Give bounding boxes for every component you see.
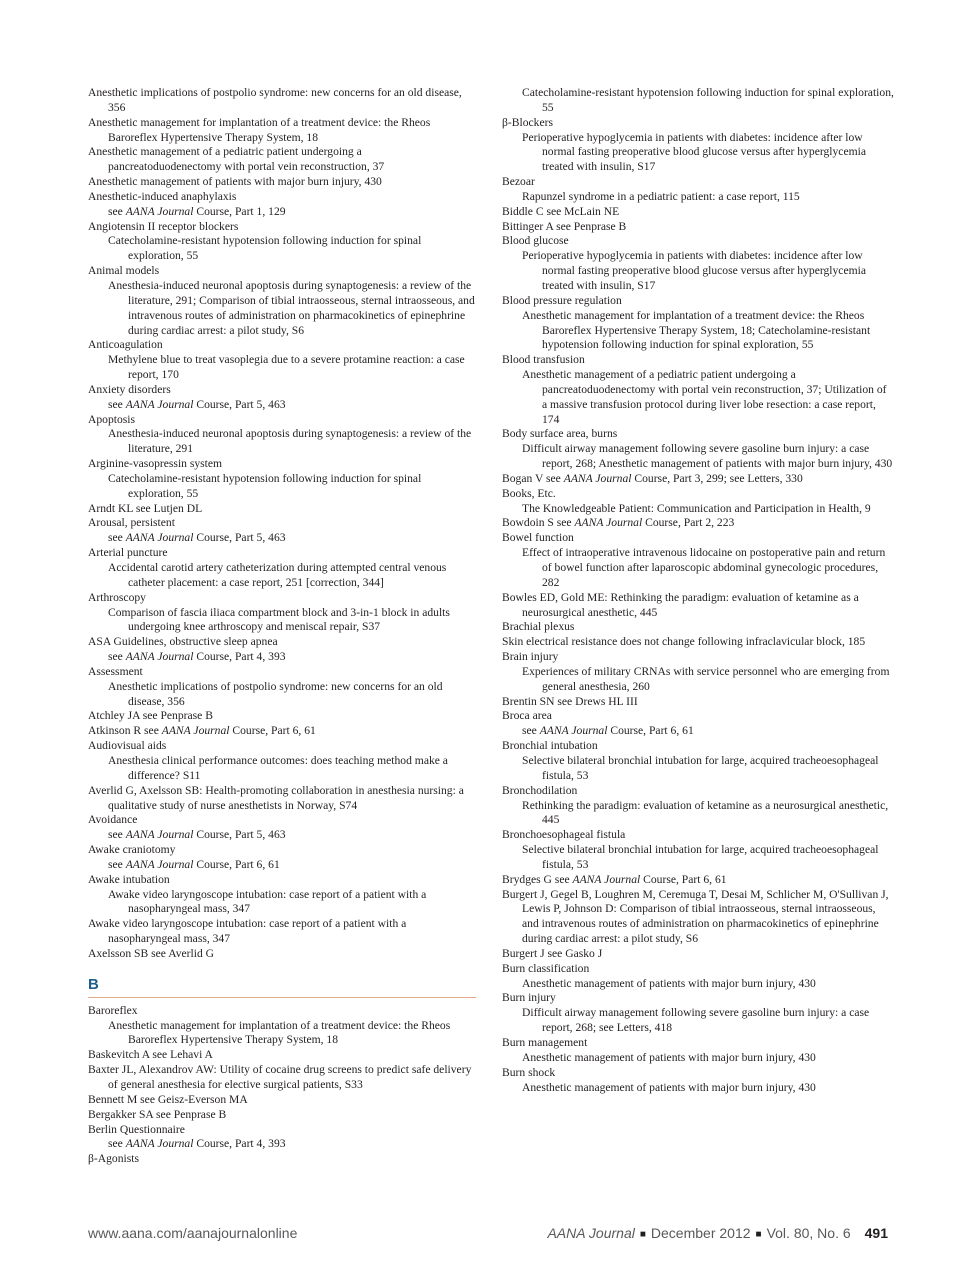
index-entry xyxy=(502,888,894,947)
index-subentry: see AANA Journal Course, Part 4, 393 xyxy=(108,1137,286,1151)
index-subentry: Selective bilateral bronchial intubation for large, acquired tracheoesophageal fistula, 53 xyxy=(522,843,879,871)
index-heading: Apoptosis xyxy=(88,412,136,426)
index-entry xyxy=(88,383,476,413)
index-heading: Blood transfusion xyxy=(502,353,585,367)
index-entry xyxy=(88,116,476,146)
index-entry xyxy=(502,635,894,650)
index-entry xyxy=(88,175,476,190)
index-heading: Anesthetic implications of postpolio syndrome: new concerns for an old disease, 356 xyxy=(88,86,462,114)
index-column-left xyxy=(88,86,476,1167)
index-entry xyxy=(88,635,476,665)
index-entry xyxy=(88,665,476,710)
index-entry xyxy=(88,413,476,458)
index-heading: Animal models xyxy=(88,264,160,278)
index-entry xyxy=(502,487,894,517)
index-heading: Atkinson R see AANA Journal Course, Part 6, 61 xyxy=(88,724,316,738)
index-heading: Bezoar xyxy=(502,175,535,189)
index-subentry: see AANA Journal Course, Part 4, 393 xyxy=(108,650,286,664)
index-heading: Bogan V see AANA Journal Course, Part 3, 299; see Letters, 330 xyxy=(502,471,803,485)
index-heading: Awake intubation xyxy=(88,872,170,886)
index-entry xyxy=(88,338,476,383)
index-subentry: see AANA Journal Course, Part 5, 463 xyxy=(108,828,286,842)
index-heading: Bergakker SA see Penprase B xyxy=(88,1107,227,1121)
footer-journal: AANA Journal xyxy=(547,1225,635,1241)
index-heading: Bennett M see Geisz-Everson MA xyxy=(88,1092,248,1106)
index-heading: Bronchoesophageal fistula xyxy=(502,828,626,842)
index-entry xyxy=(502,784,894,829)
index-entry xyxy=(88,724,476,739)
index-entry xyxy=(88,145,476,175)
index-entry xyxy=(502,947,894,962)
index-entry xyxy=(502,116,894,175)
separator-square-icon: ■ xyxy=(639,1229,646,1240)
index-entry xyxy=(502,695,894,710)
index-entry xyxy=(502,175,894,205)
index-heading: Arthroscopy xyxy=(88,590,146,604)
index-heading: Bowel function xyxy=(502,531,574,545)
index-entry xyxy=(88,591,476,636)
index-entry xyxy=(88,917,476,947)
index-subentry: The Knowledgeable Patient: Communication and Participation in Health, 9 xyxy=(522,501,871,515)
index-entry xyxy=(88,86,476,116)
index-subentry: Accidental carotid artery catheterization during attempted central venous catheter placement: a case report, 251 [correction, 344] xyxy=(108,561,447,589)
index-heading: Anxiety disorders xyxy=(88,382,171,396)
index-entry xyxy=(88,264,476,338)
index-heading: Burn classification xyxy=(502,961,590,975)
index-heading: Avoidance xyxy=(88,813,138,827)
index-heading: Anticoagulation xyxy=(88,338,163,352)
index-heading: Burn management xyxy=(502,1036,588,1049)
index-heading: Axelsson SB see Averlid G xyxy=(88,946,215,960)
index-heading: Body surface area, burns xyxy=(502,427,618,441)
index-heading: Arginine-vasopressin system xyxy=(88,457,223,471)
index-entry xyxy=(502,828,894,873)
index-entry xyxy=(502,353,894,427)
index-subentry: Anesthetic management for implantation of a treatment device: the Rheos Baroreflex Hypertensive Therapy System, 18; Catecholamine-resistant hypotension following induction for spinal exploration, 55 xyxy=(522,308,871,352)
index-entry xyxy=(88,190,476,220)
index-entry xyxy=(88,873,476,918)
index-subentry: Anesthetic management of patients with major burn injury, 430 xyxy=(522,976,816,990)
index-heading: Arndt KL see Lutjen DL xyxy=(88,501,203,515)
index-entry xyxy=(502,234,894,293)
index-subentry: see AANA Journal Course, Part 5, 463 xyxy=(108,531,286,545)
index-heading: Blood glucose xyxy=(502,234,569,248)
index-entry xyxy=(88,709,476,724)
index-subentry: Difficult airway management following severe gasoline burn injury: a case report, 268; see Letters, 418 xyxy=(522,1006,870,1035)
index-subentry: Anesthetic management for implantation of a treatment device: the Rheos Baroreflex Hypertensive Therapy System, 18 xyxy=(108,1018,451,1047)
index-entry xyxy=(502,516,894,531)
section-letter-heading: B xyxy=(88,976,476,998)
index-entry xyxy=(88,784,476,814)
index-entry xyxy=(502,531,894,590)
index-heading: Brain injury xyxy=(502,650,559,664)
index-subentry: Comparison of fascia iliaca compartment block and 3-in-1 block in adults undergoing knee arthroscopy and meniscal repair, S37 xyxy=(108,605,450,634)
index-heading: Arterial puncture xyxy=(88,546,168,560)
index-heading: Anesthetic management for implantation of a treatment device: the Rheos Baroreflex Hypertensive Therapy System, 18 xyxy=(88,115,431,144)
page-footer xyxy=(88,1224,888,1242)
index-entry xyxy=(502,294,894,353)
index-entry xyxy=(502,739,894,784)
index-heading: Bittinger A see Penprase B xyxy=(502,219,627,233)
index-entry xyxy=(88,1004,476,1049)
index-subentry: Anesthesia-induced neuronal apoptosis during synaptogenesis: a review of the literature, 291; Comparison of tibial intraosseous, sternal intraosseous, and intravenous routes of administration on pharmacokinetics of epinephrine during cardiac arrest: a pilot study, S6 xyxy=(108,278,475,337)
index-subentry: Anesthetic management of patients with major burn injury, 430 xyxy=(522,1050,816,1064)
index-entry xyxy=(88,813,476,843)
index-heading: Awake craniotomy xyxy=(88,843,176,857)
index-heading: Anesthetic-induced anaphylaxis xyxy=(88,189,237,203)
index-heading: Brydges G see AANA Journal Course, Part 6, 61 xyxy=(502,872,727,886)
index-entry xyxy=(502,620,894,635)
index-heading: Anesthetic management of patients with major burn injury, 430 xyxy=(88,175,382,189)
footer-date: December 2012 xyxy=(650,1225,751,1241)
index-entry xyxy=(502,591,894,621)
page-number: 491 xyxy=(864,1225,888,1241)
index-entry xyxy=(88,843,476,873)
index-subentry: Difficult airway management following severe gasoline burn injury: a case report, 268; Anesthetic management of patients with major burn injury, 430 xyxy=(522,442,893,471)
index-subentry: Catecholamine-resistant hypotension following induction for spinal exploration, 55 xyxy=(108,234,422,263)
index-heading: Assessment xyxy=(88,664,143,678)
index-entry xyxy=(88,1048,476,1063)
index-heading: Berlin Questionnaire xyxy=(88,1122,185,1136)
index-entry xyxy=(502,991,894,1036)
index-subentry: see AANA Journal Course, Part 6, 61 xyxy=(522,724,694,738)
index-heading: Burgert J, Gegel B, Loughren M, Ceremuga T, Desai M, Schlicher M, O'Sullivan J, Lewis P, Johnson D: Comparison of tibial intraosseous, sternal intraosseous, and intravenous routes of administration on pharmacokinetics of epinephrine during cardiac arrest: a pilot study, S6 xyxy=(502,887,889,946)
index-subentry: Effect of intraoperative intravenous lidocaine on postoperative pain and return of bowel function after laparoscopic abdominal gynecologic procedures, 282 xyxy=(522,546,886,589)
index-heading: Arousal, persistent xyxy=(88,516,175,530)
index-entry xyxy=(88,1123,476,1153)
index-heading: Baskevitch A see Lehavi A xyxy=(88,1048,213,1062)
index-heading: Blood pressure regulation xyxy=(502,293,622,307)
index-entry xyxy=(502,220,894,235)
index-entry xyxy=(88,502,476,517)
index-heading: Audiovisual aids xyxy=(88,739,167,753)
index-entry xyxy=(88,1063,476,1093)
index-heading: Baroreflex xyxy=(88,1003,138,1017)
index-heading: Angiotensin II receptor blockers xyxy=(88,219,239,233)
index-heading: Bowles ED, Gold ME: Rethinking the paradigm: evaluation of ketamine as a neurosurgical anesthetic, 445 xyxy=(502,590,859,619)
index-entry xyxy=(88,516,476,546)
index-subentry: Anesthetic management of patients with major burn injury, 430 xyxy=(522,1080,816,1094)
index-entry xyxy=(502,1036,894,1066)
index-subentry: Anesthesia clinical performance outcomes: does teaching method make a difference? S11 xyxy=(108,753,448,782)
index-column-right xyxy=(502,86,894,1095)
index-subentry: Anesthesia-induced neuronal apoptosis during synaptogenesis: a review of the literature, 291 xyxy=(108,427,472,456)
index-entry xyxy=(88,1108,476,1123)
index-entry xyxy=(502,962,894,992)
index-subentry: Anesthetic management of a pediatric patient undergoing a pancreatoduodenectomy with portal vein reconstruction, 37; Utilization of a massive transfusion protocol during liver lobe resection: a case report, 174 xyxy=(522,368,887,426)
footer-url[interactable]: www.aana.com/aanajournalonline xyxy=(88,1225,298,1241)
index-subentry: Experiences of military CRNAs with service personnel who are emerging from general anesthesia, 260 xyxy=(522,664,890,693)
index-subentry: Anesthetic implications of postpolio syndrome: new concerns for an old disease, 356 xyxy=(108,679,443,708)
index-heading: Baxter JL, Alexandrov AW: Utility of cocaine drug screens to predict safe delivery of general anesthesia for elective surgical patients, S33 xyxy=(88,1063,472,1091)
index-heading: Books, Etc. xyxy=(502,486,556,500)
index-heading: Bronchodilation xyxy=(502,783,578,797)
index-heading: Brentin SN see Drews HL III xyxy=(502,694,638,708)
index-heading: Biddle C see McLain NE xyxy=(502,204,620,218)
index-subentry: Awake video laryngoscope intubation: case report of a patient with a nasopharyngeal mass, 347 xyxy=(108,887,427,916)
footer-volume: Vol. 80, No. 6 xyxy=(766,1225,851,1241)
index-heading: Burn injury xyxy=(502,991,556,1005)
index-heading: Broca area xyxy=(502,709,552,723)
index-subentry: Catecholamine-resistant hypotension following induction for spinal exploration, 55 xyxy=(522,86,894,114)
index-heading: Averlid G, Axelsson SB: Health-promoting collaboration in anesthesia nursing: a qualitative study of nurse anesthetists in Norway, S74 xyxy=(88,783,464,812)
separator-square-icon: ■ xyxy=(755,1229,762,1240)
index-entry xyxy=(88,739,476,784)
index-subentry: Rethinking the paradigm: evaluation of ketamine as a neurosurgical anesthetic, 445 xyxy=(522,798,889,827)
index-entry xyxy=(88,947,476,962)
index-entry xyxy=(502,472,894,487)
index-subentry: Selective bilateral bronchial intubation for large, acquired tracheoesophageal fistula, 53 xyxy=(522,753,879,782)
index-subentry: Perioperative hypoglycemia in patients with diabetes: incidence after low normal fasting preoperative blood glucose versus after hyperglycemia treated with insulin, S17 xyxy=(522,249,866,292)
index-entry xyxy=(502,427,894,472)
index-subentry: Rapunzel syndrome in a pediatric patient: a case report, 115 xyxy=(522,189,800,203)
index-entry xyxy=(88,1093,476,1108)
index-subentry: Perioperative hypoglycemia in patients with diabetes: incidence after low normal fasting preoperative blood glucose versus after hyperglycemia treated with insulin, S17 xyxy=(522,130,866,174)
index-heading: Atchley JA see Penprase B xyxy=(88,709,213,723)
index-heading: Skin electrical resistance does not change following infraclavicular block, 185 xyxy=(502,635,866,649)
index-entry xyxy=(502,709,894,739)
index-entry xyxy=(502,873,894,888)
footer-citation xyxy=(547,1224,888,1244)
index-heading: Anesthetic management of a pediatric patient undergoing a pancreatoduodenectomy with portal vein reconstruction, 37 xyxy=(88,145,385,174)
index-subentry: Catecholamine-resistant hypotension following induction for spinal exploration, 55 xyxy=(108,471,422,500)
index-entry xyxy=(88,457,476,502)
index-heading: ASA Guidelines, obstructive sleep apnea xyxy=(88,635,278,649)
index-heading: Bronchial intubation xyxy=(502,739,598,753)
index-heading: Burgert J see Gasko J xyxy=(502,946,603,960)
index-heading: β-Agonists xyxy=(88,1152,139,1166)
index-subentry: see AANA Journal Course, Part 1, 129 xyxy=(108,204,286,218)
index-entry xyxy=(88,1152,476,1167)
index-subentry: see AANA Journal Course, Part 6, 61 xyxy=(108,857,280,871)
index-heading: Brachial plexus xyxy=(502,620,575,634)
index-subentry: Methylene blue to treat vasoplegia due to a severe protamine reaction: a case report, 170 xyxy=(108,353,465,382)
index-entry xyxy=(502,205,894,220)
index-entry xyxy=(88,546,476,591)
index-entry xyxy=(88,220,476,265)
index-entry xyxy=(502,1066,894,1096)
index-heading: Awake video laryngoscope intubation: case report of a patient with a nasopharyngeal mass, 347 xyxy=(88,917,407,946)
index-subentry: see AANA Journal Course, Part 5, 463 xyxy=(108,397,286,411)
index-heading: Bowdoin S see AANA Journal Course, Part 2, 223 xyxy=(502,516,735,530)
index-heading: β-Blockers xyxy=(502,115,553,129)
index-entry xyxy=(502,650,894,695)
index-heading: Burn shock xyxy=(502,1065,556,1079)
